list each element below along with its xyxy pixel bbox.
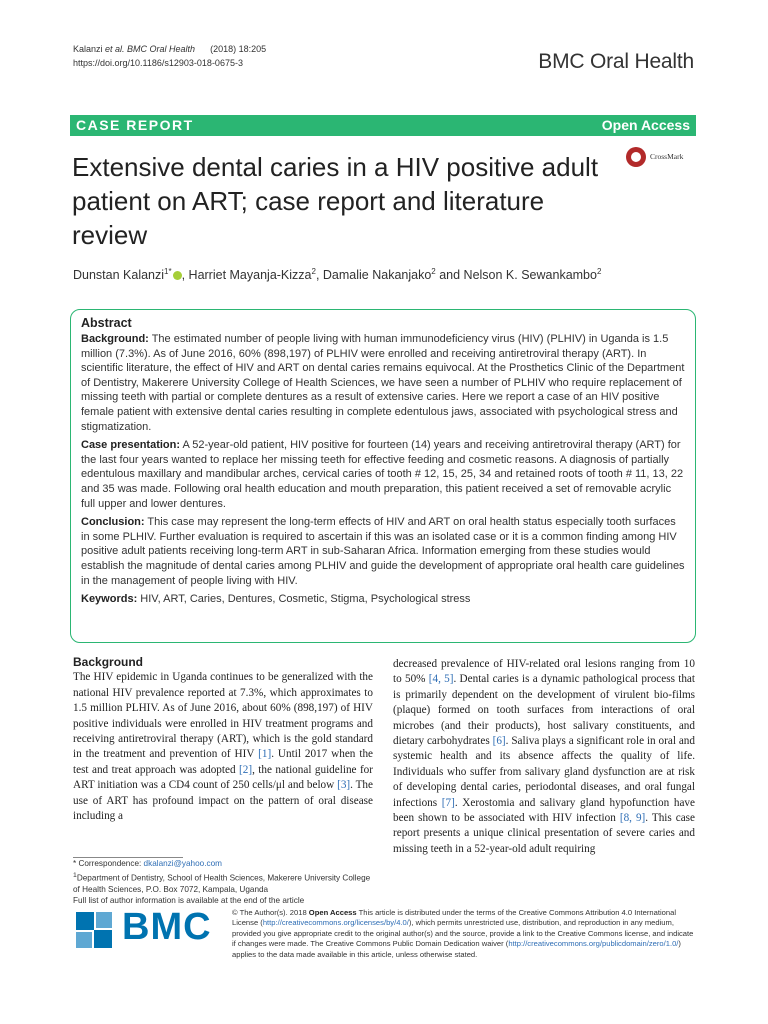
doi-link[interactable]: https://doi.org/10.1186/s12903-018-0675-3: [73, 58, 243, 68]
public-domain-link[interactable]: http://creativecommons.org/publicdomain/zero/1.0/: [508, 939, 679, 949]
citation-link[interactable]: [7]: [441, 796, 455, 809]
orcid-icon[interactable]: [173, 271, 182, 280]
citation-link[interactable]: [3]: [337, 779, 351, 792]
correspondence-line: * Correspondence: dkalanzi@yahoo.com: [73, 859, 222, 868]
license-text: © The Author(s). 2018 Open Access This article is distributed under the terms of the Creative Commons Attribution 4.0 International License (http://creativecommons.org/licenses/by/4.0/), which permits unrestricted use, distribution, and reproduction in any medium, provided you give appropriate credit to the original author(s) and the source, provide a link to the Creative Commons license, and indicate if changes were made. The Creative Commons Public Domain Dedication waiver (http://creativecommons.org/publicdomain/zero/1.0/) applies to the data made available in this article, unless otherwise stated.: [232, 908, 694, 959]
abstract-box: [70, 309, 696, 643]
citation-year: (2018) 18:205: [210, 44, 267, 54]
author-4[interactable]: and Nelson K. Sewankambo: [435, 268, 597, 283]
bmc-logo-text: BMC: [122, 906, 212, 948]
author-info-note: Full list of author information is available at the end of the article: [73, 896, 305, 906]
author-1[interactable]: Dunstan Kalanzi: [73, 268, 165, 283]
citation-link[interactable]: [4, 5]: [428, 673, 454, 686]
abstract-background: Background: The estimated number of people living with human immunodeficiency virus (HIV) (PLHIV) in Uganda is 1.5 million (7.3%). As of June 2016, 60% (898,197) of PLHIV were enrolled and receiving antiretroviral therapy (ART). In scientific literature, the effect of HIV and ART on dental caries remains equivocal. At the Prosthetics Clinic of the Department of Dentistry, Makerere University College of Health Sciences, we have seen a number of PLHIV who require replacement of missing teeth with partial or complete dentures as a result of extensive caries. Here we report a case of an HIV positive female patient with extensive dental caries resulting in complete edentulous jaws, associated with psychological stress and stigmatization.: [81, 333, 685, 433]
section-heading-background: Background: [73, 655, 144, 669]
abstract-conclusion: Conclusion: This case may represent the long-term effects of HIV and ART on oral health status especially tooth surfaces in some PLHIV. Further evaluation is required to ascertain if this was an isolated case or it is a common finding among HIV positive adult patients receiving long-term ART in sub-Saharan Africa. Information emerging from these studies would establish the magnitude of dental caries among PLHIV and guide the development of appropriate oral health care guidelines in the management of people living with HIV.: [81, 516, 685, 587]
crossmark-icon: [626, 147, 646, 167]
citation-link[interactable]: [6]: [492, 735, 506, 748]
citation-link[interactable]: [8, 9]: [619, 812, 646, 825]
bmc-logo: [72, 904, 222, 964]
abstract-heading: Abstract: [81, 316, 132, 330]
citation-link[interactable]: [1]: [258, 748, 272, 761]
citation-line: Kalanzi et al. BMC Oral Health (2018) 18:205: [73, 44, 267, 54]
body-column-left: Background The HIV epidemic in Uganda continues to be generalized with the national HIV prevalence reported at 7.3%, which approximates to 1.5 million PLHIV. As of June 2016, about 60% (898,197) of HIV positive individuals were enrolled in HIV treatment programs and receiving antiretroviral therapy (ART), which is the gold standard in the treatment and prevention of HIV [1]. Until 2017 when the test and treat approach was adopted [2], the national guideline for ART initiation was a CD4 count of 250 cells/μl and below [3]. The use of ART has profound impact on the pattern of oral disease including a: [73, 655, 374, 823]
citation-link[interactable]: [2]: [239, 763, 253, 776]
crossmark-button[interactable]: [626, 146, 698, 170]
case-report-label: CASE REPORT: [76, 117, 194, 133]
email-link[interactable]: dkalanzi@yahoo.com: [143, 859, 222, 868]
footnote: [73, 858, 373, 907]
journal-name: BMC Oral Health: [538, 50, 694, 73]
citation-header: [73, 42, 266, 70]
author-list: Dunstan Kalanzi$^{1*}$ , Harriet Mayanja-Kizza$^2$, Damalie Nakanjako$^2$ and Nelson K. Sewankambo$^2$: [73, 267, 602, 283]
open-access-label: Open Access: [601, 117, 690, 133]
affiliation: $^1$Department of Dentistry, School of Health Sciences, Makerere University College of Health Sciences, P.O. Box 7072, Kampala, Uganda: [73, 871, 371, 894]
abstract-case-presentation: Case presentation: A 52-year-old patient, HIV positive for fourteen (14) years and receiving antiretroviral therapy (ART) for the last four years wanted to replace her missing teeth for effective feeding and cosmetic reasons. A diagnosis of partially edentulous maxillary and mandibular arches, cervical caries of tooth # 12, 15, 25, 34 and retained roots of tooth # 11, 13, 22 and 35 was made. Following oral health education and mouth preparation, this patient received a set of removable acrylic full upper and lower dentures.: [81, 439, 684, 510]
body-column-right: decreased prevalence of HIV-related oral lesions ranging from 10 to 50% [4, 5]. Dental caries is a dynamic pathological process that is primarily dependent on the development of virulent bio-films (plaque) formed on tooth surfaces from interactions of oral microbes (and their products), host salivary constituents, and dietary carbohydrates [6]. Saliva plays a significant role in oral and systemic health and its absence affects the quality of life. Individuals who suffer from salivary gland dysfunction are at risk of developing dental caries, periodontal diseases, and oral fungal infections [7]. Xerostomia and salivary gland hypofunction have been shown to be associated with HIV infection [8, 9]. This case report presents a unique clinical presentation of severe caries and missing teeth in a 52-year-old adult requiring: [393, 658, 695, 855]
article-type-banner: [70, 115, 696, 136]
citation-journal: et al. BMC Oral Health: [105, 44, 196, 54]
author-2[interactable]: , Harriet Mayanja-Kizza: [181, 268, 312, 283]
article-title: Extensive dental caries in a HIV positive adult patient on ART; case report and literature review: [72, 152, 599, 250]
crossmark-label: CrossMark: [650, 152, 684, 161]
author-3[interactable]: , Damalie Nakanjako: [315, 268, 432, 283]
abstract-keywords: Keywords: HIV, ART, Caries, Dentures, Cosmetic, Stigma, Psychological stress: [81, 593, 471, 606]
bmc-logo-icon: [72, 908, 116, 952]
license-link[interactable]: http://creativecommons.org/licenses/by/4.0/: [262, 918, 409, 928]
